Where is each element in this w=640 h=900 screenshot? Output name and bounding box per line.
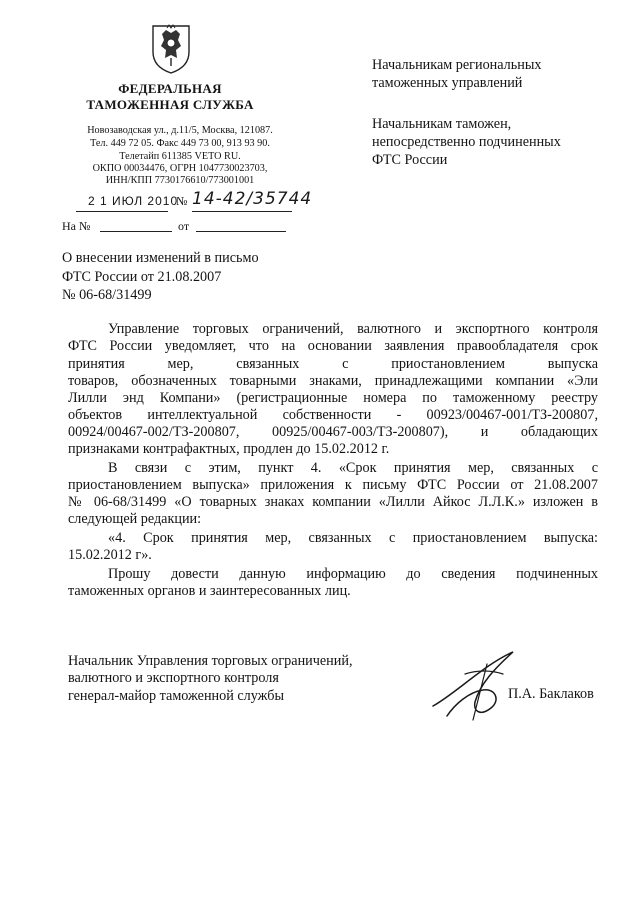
org-name-line2: ТАМОЖЕННАЯ СЛУЖБА — [86, 97, 254, 112]
addressee-line: Начальникам региональных — [372, 57, 542, 73]
org-name-line1: ФЕДЕРАЛЬНАЯ — [118, 81, 222, 96]
date-underline — [76, 211, 168, 212]
letter-number-sign: № — [176, 194, 188, 208]
body-line: ФТС России уведомляет, что на основании заявления правообладателя срок — [68, 338, 598, 354]
body-line: В связи с этим, пункт 4. «Срок принятия мер, связанных с — [108, 460, 598, 476]
body-line: № 06-68/31499 «О товарных знаках компании «Лилли Айкос Л.Л.К.» изложен в — [68, 494, 598, 510]
subject-line: О внесении изменений в письмо — [62, 250, 259, 266]
letter-number-handwritten: 14-42/35744 — [192, 189, 313, 209]
body-line: Прошу довести данную информацию до сведения подчиненных — [108, 566, 598, 582]
body-line: таможенных органов и заинтересованных лиц. — [68, 583, 351, 599]
body-line: приостановлением выпуска» приложения к письму ФТС России от 21.08.2007 — [68, 477, 598, 493]
signatory-title-line: валютного и экспортного контроля — [68, 670, 279, 686]
reply-to-number-label: На № — [62, 219, 91, 233]
body-line: 00924/00467-002/ТЗ-200807, 00925/00467-003/ТЗ-200807), и обладающих — [68, 424, 598, 440]
body-line: товаров, обозначенных товарными знаками, принадлежащими компании «Эли — [68, 373, 598, 389]
body-line: следующей редакции: — [68, 511, 202, 527]
letter-date-stamp: 2 1 ИЮЛ 2010 — [88, 194, 179, 208]
body-line: принятия мер, связанных с приостановлением выпуска — [68, 356, 598, 372]
sender-address: Новозаводская ул., д.11/5, Москва, 121087. — [87, 125, 273, 136]
body-line: 15.02.2012 г». — [68, 547, 152, 563]
number-underline — [192, 211, 292, 212]
body-line: признаками контрафактных, продлен до 15.02.2012 г. — [68, 441, 390, 457]
addressee-line: Начальникам таможен, — [372, 116, 512, 132]
sender-teletype: Телетайп 611385 VETO RU. — [119, 151, 241, 162]
body-line: Управление торговых ограничений, валютного и экспортного контроля — [108, 321, 598, 337]
addressee-line: таможенных управлений — [372, 75, 523, 91]
signer-name: П.А. Баклаков — [508, 686, 594, 702]
handwritten-signature — [425, 644, 535, 724]
sender-okpo-ogrn: ОКПО 00034476, ОГРН 1047730023703, — [92, 163, 268, 174]
subject-line: № 06-68/31499 — [62, 287, 152, 303]
subject-line: ФТС России от 21.08.2007 — [62, 269, 222, 285]
body-line: «4. Срок принятия мер, связанных с приостановлением выпуска: — [108, 530, 598, 546]
sender-inn-kpp: ИНН/КПП 7730176610/773001001 — [105, 175, 255, 186]
reply-date-blank — [196, 231, 286, 232]
coat-of-arms-emblem — [150, 22, 192, 74]
signatory-title-line: Начальник Управления торговых ограничений, — [68, 653, 353, 669]
body-line: Лилли энд Компани» (регистрационные номера по таможенному реестру — [68, 390, 598, 406]
sender-phone-fax: Тел. 449 72 05. Факс 449 73 00, 913 93 90. — [90, 138, 270, 149]
signatory-rank-line: генерал-майор таможенной службы — [68, 688, 285, 704]
reply-from-date-label: от — [178, 219, 190, 233]
addressee-line: непосредственно подчиненных — [372, 134, 561, 150]
addressee-line: ФТС России — [372, 152, 448, 168]
reply-number-blank — [100, 231, 172, 232]
body-line: объектов интеллектуальной собственности - 00923/00467-001/ТЗ-200807, — [68, 407, 598, 423]
